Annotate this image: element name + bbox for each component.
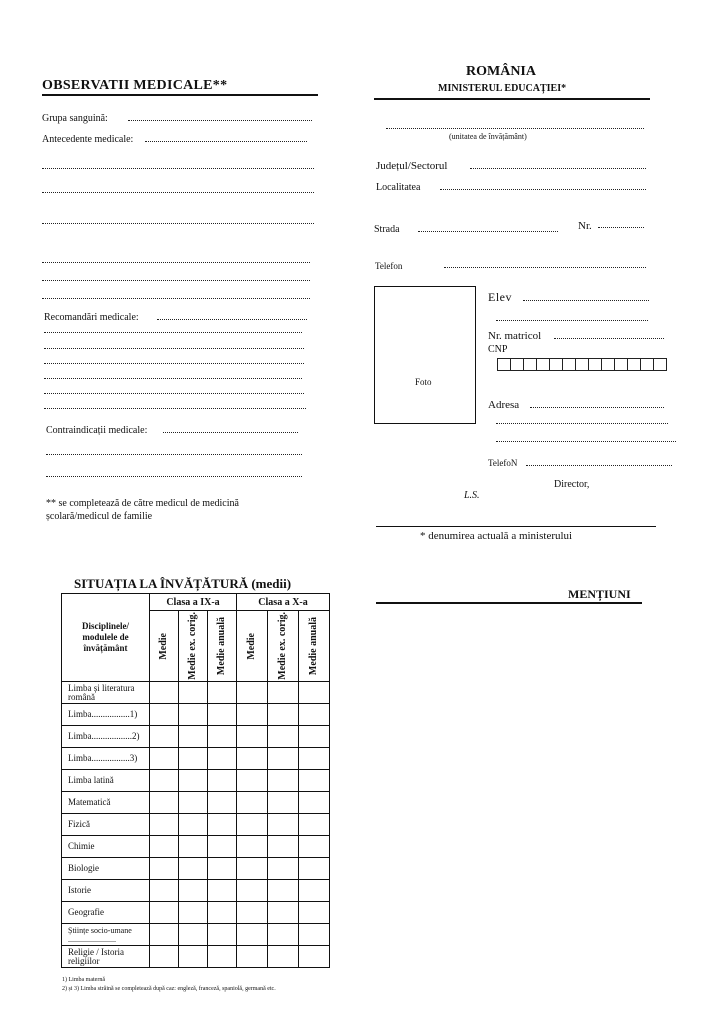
subject-name: Limba și literatura română [62,682,150,704]
table-row [62,704,330,726]
contraindications-label: Contraindicații medicale: [46,425,148,436]
contraindications-line-3[interactable] [46,468,302,477]
col-medie-10: Medie [237,611,268,682]
recommendations-label: Recomandări medicale: [44,312,139,323]
col-medie-9: Medie [150,611,179,682]
recommendations-line-7[interactable] [44,400,306,409]
subject-name: Biologie [62,858,150,880]
mentions-underline [376,602,642,604]
ministry-title: MINISTERUL EDUCAȚIEI* [438,83,567,94]
subject-name: Limba latină [62,770,150,792]
table-row [62,770,330,792]
recommendations-line-4[interactable] [44,355,304,364]
street-field[interactable] [418,223,558,232]
subject-name: Geografie [62,902,150,924]
subject-name: Limba.................3) [62,748,150,770]
col-anuala-9: Medie anuală [208,611,237,682]
antecedents-line-5[interactable] [42,254,310,263]
table-row [62,682,330,704]
school-unit-field[interactable] [386,120,644,129]
county-label: Județul/Sectorul [376,160,448,172]
antecedents-line-6[interactable] [42,272,310,281]
col-corig-9: Medie ex. corig. [179,611,208,682]
subject-name: Matematică [62,792,150,814]
recommendations-line-6[interactable] [44,385,304,394]
recommendations-line-5[interactable] [44,370,302,379]
antecedents-line-3[interactable] [42,184,314,193]
student-name-line-2[interactable] [496,312,648,321]
subject-name: Religie / Istoria religiilor [62,946,150,968]
header-underline [374,98,650,100]
antecedents-field[interactable] [145,133,307,142]
table-note-2: 2) și 3) Limba străină se completează după caz: engleză, franceză, spaniolă, germană etc. [62,986,276,992]
address-line-3[interactable] [496,433,676,442]
school-unit-caption: (unitatea de învățământ) [449,132,527,141]
locality-label: Localitatea [376,182,421,193]
subject-name: Științe socio-umane ........................ [62,924,150,946]
col-anuala-10: Medie anuală [299,611,330,682]
blood-group-field[interactable] [128,112,312,121]
street-label: Strada [374,224,400,235]
county-field[interactable] [470,160,646,169]
street-number-label: Nr. [578,220,592,232]
table-row [62,902,330,924]
table-row [62,858,330,880]
registration-field[interactable] [554,330,664,339]
photo-box[interactable] [374,286,476,424]
phone2-label: TelefoN [488,458,518,468]
table-row [62,924,330,946]
table-row [62,814,330,836]
class-10-header: Clasa a X-a [237,594,330,611]
antecedents-line-2[interactable] [42,160,314,169]
address-line-2[interactable] [496,415,668,424]
registration-label: Nr. matricol [488,330,542,342]
stamp-label: L.S. [464,490,480,501]
cnp-label: CNP [488,344,508,355]
cnp-boxes[interactable] [497,358,666,371]
footnote-rule [376,526,656,527]
antecedents-line-4[interactable] [42,215,314,224]
antecedents-label: Antecedente medicale: [42,134,134,145]
ministry-footnote: * denumirea actuală a ministerului [420,530,573,542]
subject-header: Disciplinele/ modulele de învățământ [62,594,150,682]
locality-field[interactable] [440,181,646,190]
address-field[interactable] [530,399,664,408]
medical-footnote-2: școlară/medicul de familie [46,511,153,522]
recommendations-line-2[interactable] [44,324,302,333]
table-note-1: 1) Limba maternă [62,977,105,983]
table-row [62,946,330,968]
subject-name: Fizică [62,814,150,836]
antecedents-line-7[interactable] [42,290,310,299]
col-corig-10: Medie ex. corig. [268,611,299,682]
grades-title: SITUAȚIA LA ÎNVĂȚĂTURĂ (medii) [74,576,292,591]
photo-label: Foto [415,377,432,387]
table-row [62,836,330,858]
street-number-field[interactable] [598,219,644,228]
class-9-header: Clasa a IX-a [150,594,237,611]
blood-group-label: Grupa sanguină: [42,113,108,124]
director-label: Director, [554,479,590,490]
medical-footnote-1: ** se completează de către medicul de medicină [46,498,239,509]
country-title: ROMÂNIA [466,64,536,79]
table-row [62,792,330,814]
recommendations-field[interactable] [157,311,307,320]
student-label: Elev [488,290,512,304]
phone-label: Telefon [375,261,403,271]
phone-field[interactable] [444,259,646,268]
contraindications-line-2[interactable] [46,446,302,455]
subject-name: Chimie [62,836,150,858]
table-row [62,748,330,770]
mentions-title: MENȚIUNI [568,587,631,601]
table-row [62,726,330,748]
subject-name: Limba..................2) [62,726,150,748]
student-name-field[interactable] [523,292,649,301]
title-underline [42,94,318,96]
contraindications-field[interactable] [163,424,298,433]
table-row [62,880,330,902]
address-label: Adresa [488,399,520,411]
recommendations-line-3[interactable] [44,340,304,349]
subject-name: Limba.................1) [62,704,150,726]
subject-name: Istorie [62,880,150,902]
medical-section-title: OBSERVATII MEDICALE** [42,78,228,93]
grades-table [61,593,330,968]
phone2-field[interactable] [526,457,672,466]
